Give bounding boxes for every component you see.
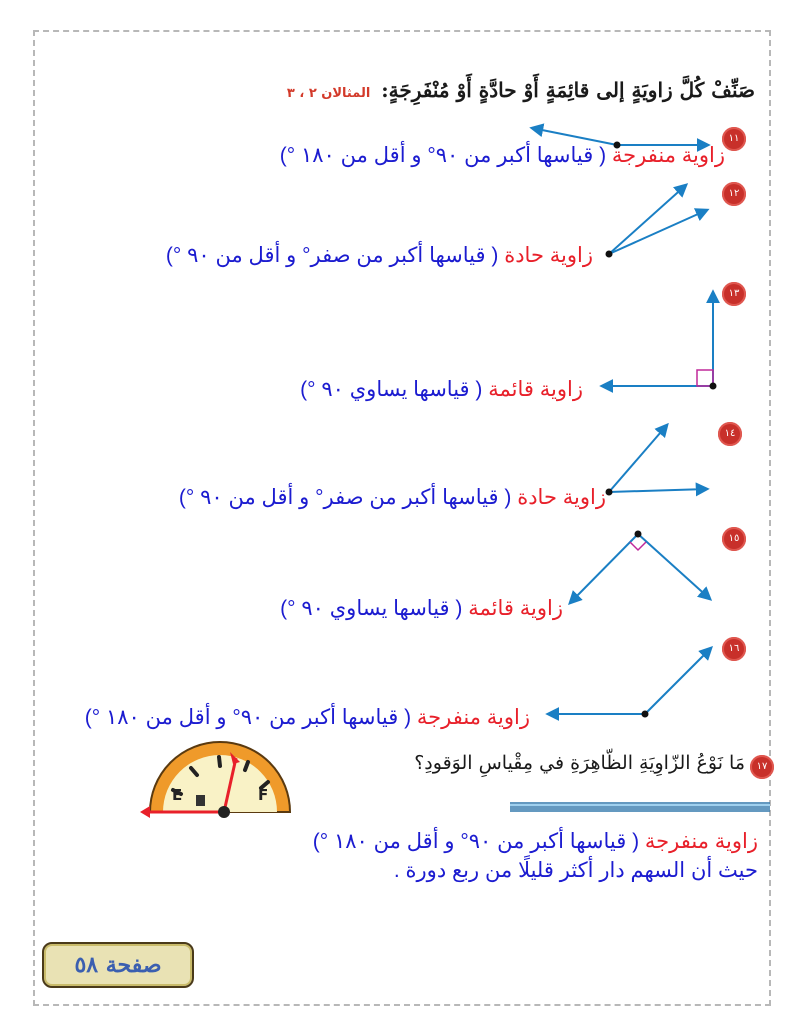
page-number-label: صفحة ٥٨ [42, 942, 194, 988]
answer-14-desc: ( قياسها أكبر من صفر° و أقل من ٩٠ °) [178, 486, 518, 509]
answer-17 [288, 828, 758, 886]
answer-14 [179, 485, 606, 510]
answer-13 [300, 377, 583, 402]
exercise-number-11: ١١ [722, 127, 746, 151]
answer-15-desc: ( قياسها يساوي ٩٠ °) [280, 597, 469, 620]
answer-16-kind: زاوية منفرجة [416, 706, 530, 729]
answer-13-kind: زاوية قائمة [488, 378, 583, 401]
exercise-number-15: ١٥ [722, 527, 746, 551]
answer-12 [166, 243, 593, 268]
exercise-number-14: ١٤ [718, 422, 742, 446]
angle-figure-12 [606, 185, 708, 258]
gauge-empty-label: E [172, 786, 183, 804]
fuel-gauge-illustration [140, 742, 290, 818]
angle-figure-14 [606, 425, 708, 496]
fuel-pump-icon [196, 795, 205, 806]
answer-14-kind: زاوية حادة [517, 486, 606, 509]
angle-figure-16 [548, 648, 711, 718]
exercise-number-12: ١٢ [722, 182, 746, 206]
exercise-number-16: ١٦ [722, 637, 746, 661]
gauge-full-label: F [258, 786, 269, 804]
instruction-text: صَنِّفْ كُلَّ زاويَةٍ إلى قائِمَةٍ أَوْ حادَّةٍ أَوْ مُنْفَرِجَةٍ: [381, 78, 755, 102]
answer-11 [280, 143, 725, 168]
answer-17-desc: ( قياسها أكبر من ٩٠° و أقل من ١٨٠ °) حيث أن السهم دار أكثر قليلًا من ربع دورة . [312, 830, 758, 882]
answer-11-desc: ( قياسها أكبر من ٩٠° و أقل من ١٨٠ °) [279, 144, 612, 167]
answer-12-kind: زاوية حادة [504, 244, 593, 267]
answer-11-kind: زاوية منفرجة [611, 144, 725, 167]
question-17-text: مَا نَوْعُ الزّاوِيَةِ الظّاهِرَةِ في مِقْياسِ الوَقودِ؟ [414, 752, 745, 774]
answer-15 [280, 596, 563, 621]
answer-13-desc: ( قياسها يساوي ٩٠ °) [300, 378, 489, 401]
angle-figure-13 [602, 292, 717, 390]
answer-16 [85, 705, 530, 730]
answer-17-kind: زاوية منفرجة [644, 830, 758, 853]
exercise-number-17: ١٧ [750, 755, 774, 779]
examples-reference: المثالان ٢ ، ٣ [286, 86, 371, 101]
exercise-number-13: ١٣ [722, 282, 746, 306]
answer-15-kind: زاوية قائمة [468, 597, 563, 620]
answer-16-desc: ( قياسها أكبر من ٩٠° و أقل من ١٨٠ °) [84, 706, 417, 729]
partial-image-strip [510, 802, 770, 812]
answer-12-desc: ( قياسها أكبر من صفر° و أقل من ٩٠ °) [165, 244, 505, 267]
angle-figure-15 [570, 531, 710, 604]
